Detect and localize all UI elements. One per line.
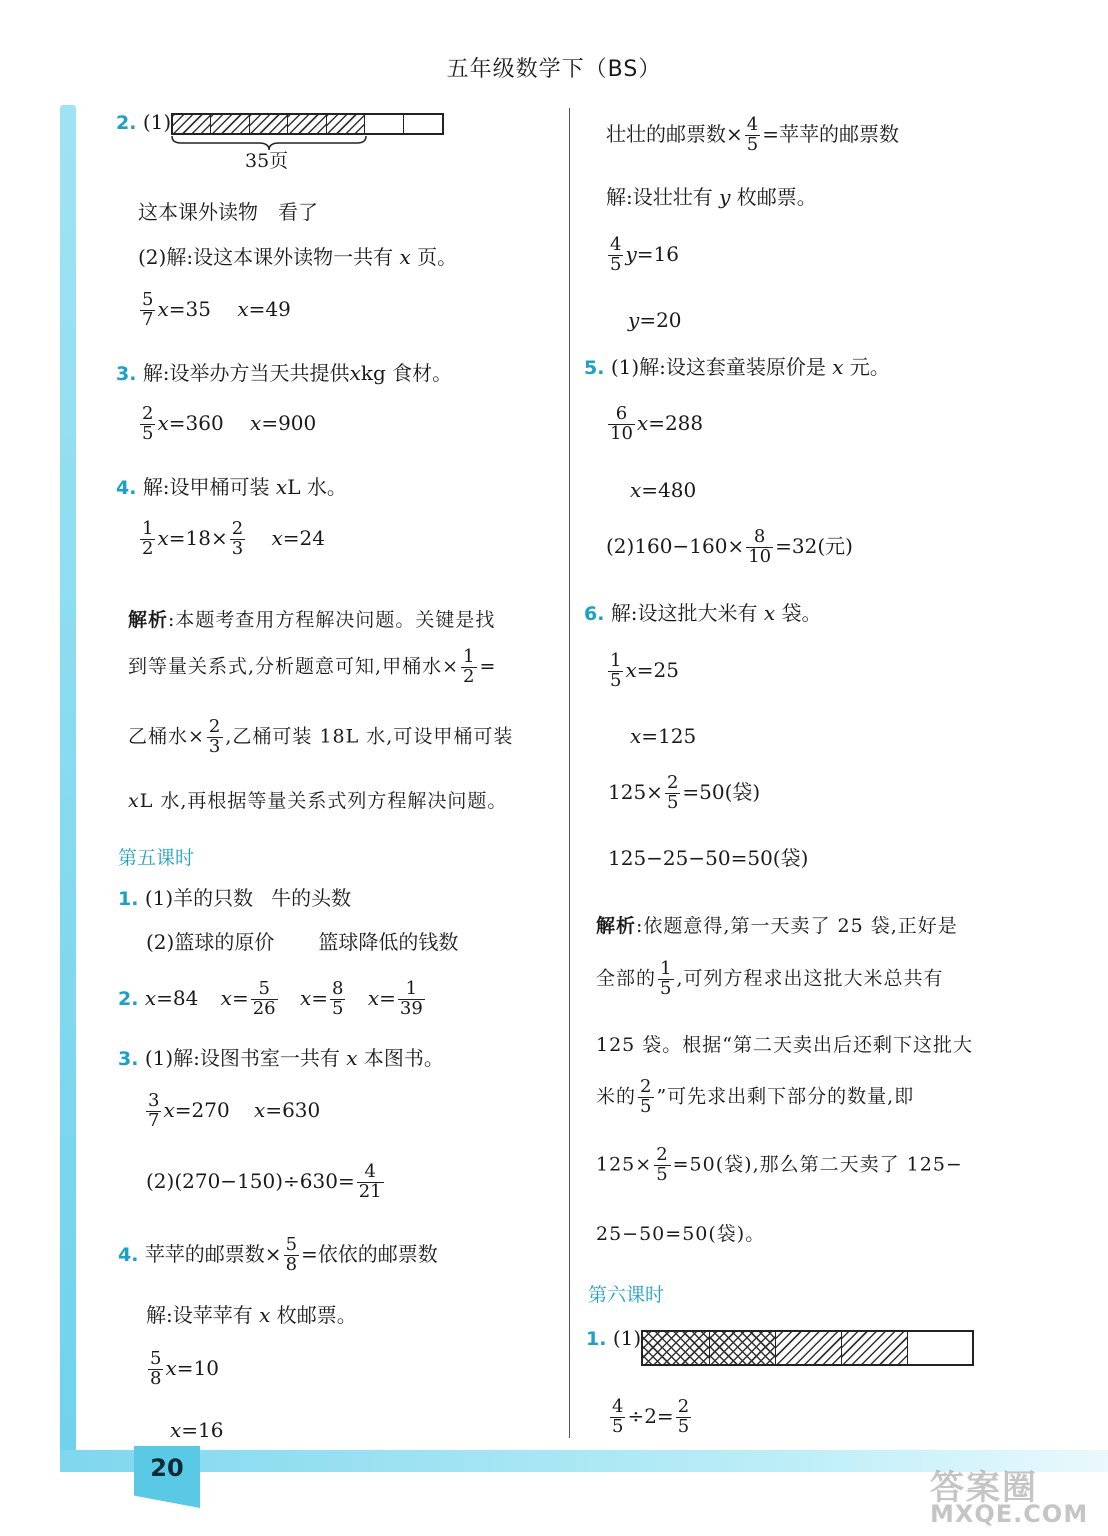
question-number: 2. xyxy=(116,112,137,134)
segment-bar-diagram xyxy=(641,1330,974,1366)
equation: 125−25−50=50(袋) xyxy=(608,846,809,870)
question-4: 4. 解:设甲桶可装 xL 水。 xyxy=(116,475,347,499)
relation-line: 壮壮的邮票数× $\frac{4}{5}$ =苹苹的邮票数 xyxy=(606,114,899,155)
brace-icon xyxy=(171,135,367,151)
analysis-line-4: xL 水,再根据等量关系式列方程解决问题。 xyxy=(128,790,508,812)
answer-line: 这本课外读物 看了 xyxy=(138,200,318,224)
question-6: 6. 解:设这批大米有 x 袋。 xyxy=(584,601,822,625)
solution-let: 解:设壮壮有 y 枚邮票。 xyxy=(606,185,817,209)
page-number: 20 xyxy=(150,1454,184,1482)
analysis-line-2: 到等量关系式,分析题意可知,甲桶水× $\frac{1}{2}$ = xyxy=(128,646,497,687)
question-2 xyxy=(116,112,171,133)
s5-question-4: 4. 苹苹的邮票数× $\frac{5}{8}$ =依依的邮票数 xyxy=(118,1234,438,1275)
analysis-line-3: 125 袋。根据“第二天卖出后还剩下这批大 xyxy=(596,1034,974,1056)
section-title: 第六课时 xyxy=(588,1284,665,1306)
question-5: 5. (1)解:设这套童装原价是 x 元。 xyxy=(584,355,890,379)
equation: $\frac{5}{7}$ x=35 x=49 xyxy=(142,289,291,330)
brace-label: 35页 xyxy=(245,150,289,172)
analysis-line-4: 米的 $\frac{2}{5}$ ”可先求出剩下部分的数量,即 xyxy=(596,1076,915,1117)
analysis-line-6: 25−50=50(袋)。 xyxy=(596,1223,766,1245)
equation: $\frac{5}{8}$ x=10 xyxy=(150,1348,219,1389)
part-label: (1) xyxy=(142,110,172,134)
equation: 125× $\frac{2}{5}$ =50(袋) xyxy=(608,772,761,813)
page-header-title: 五年级数学下（BS） xyxy=(446,57,662,82)
section-title: 第五课时 xyxy=(118,847,195,869)
segment-bar-diagram xyxy=(171,113,444,135)
solution-let: 解:设苹苹有 x 枚邮票。 xyxy=(146,1303,357,1327)
equation: $\frac{2}{5}$ x=360 x=900 xyxy=(142,403,317,444)
column-divider xyxy=(569,108,570,1438)
analysis-line-5: 125× $\frac{2}{5}$ =50(袋),那么第二天卖了 125− xyxy=(596,1144,963,1185)
equation-solution: y=20 xyxy=(628,308,682,332)
equation: $\frac{1}{5}$ x=25 xyxy=(610,650,679,691)
equation: $\frac{4}{5}$ ÷2= $\frac{2}{5}$ xyxy=(612,1396,690,1437)
analysis-line-1: 解析:本题考查用方程解决问题。关键是找 xyxy=(128,609,496,631)
equation: $\frac{4}{5}$ y=16 xyxy=(610,234,679,275)
watermark-logo: 答案圈 xyxy=(930,1468,1038,1508)
equation: $\frac{3}{7}$ x=270 x=630 xyxy=(148,1090,321,1131)
s6-question-1: 1. (1) xyxy=(586,1326,642,1350)
s5-question-1-part-2: (2)篮球的原价 篮球降低的钱数 xyxy=(146,930,459,954)
equation-solution: x=16 xyxy=(170,1418,224,1442)
s5-question-3: 3. (1)解:设图书室一共有 x 本图书。 xyxy=(118,1046,444,1070)
equation-solution: x=480 xyxy=(630,478,697,502)
analysis-line-2: 全部的 $\frac{1}{5}$ ,可列方程求出这批大米总共有 xyxy=(596,958,944,999)
watermark-url: MXQE.COM xyxy=(930,1500,1089,1528)
equation: $\frac{1}{2}$ x=18× $\frac{2}{3}$ x=24 xyxy=(142,518,326,559)
left-decorative-bar xyxy=(60,105,76,1465)
question-3: 3. 解:设举办方当天共提供xkg 食材。 xyxy=(116,361,453,385)
s5-question-1: 1. (1)羊的只数 牛的头数 xyxy=(118,886,352,910)
solution-let: (2)解:设这本课外读物一共有 x 页。 xyxy=(138,245,458,269)
analysis-line-1: 解析:依题意得,第一天卖了 25 袋,正好是 xyxy=(596,915,958,937)
equation: (2)160−160× $\frac{8}{10}$ =32(元) xyxy=(606,526,853,567)
analysis-line-3: 乙桶水× $\frac{2}{3}$ ,乙桶可装 18L 水,可设甲桶可装 xyxy=(128,716,514,757)
s5-question-2: 2. x=84 x= $\frac{5}{26}$ x= $\frac{8}{5}$ x= $\frac{1}{39}$ xyxy=(118,978,423,1019)
equation: $\frac{6}{10}$ x=288 xyxy=(610,403,704,444)
equation-solution: x=125 xyxy=(630,724,697,748)
equation: (2)(270−150)÷630= $\frac{4}{21}$ xyxy=(146,1161,382,1202)
